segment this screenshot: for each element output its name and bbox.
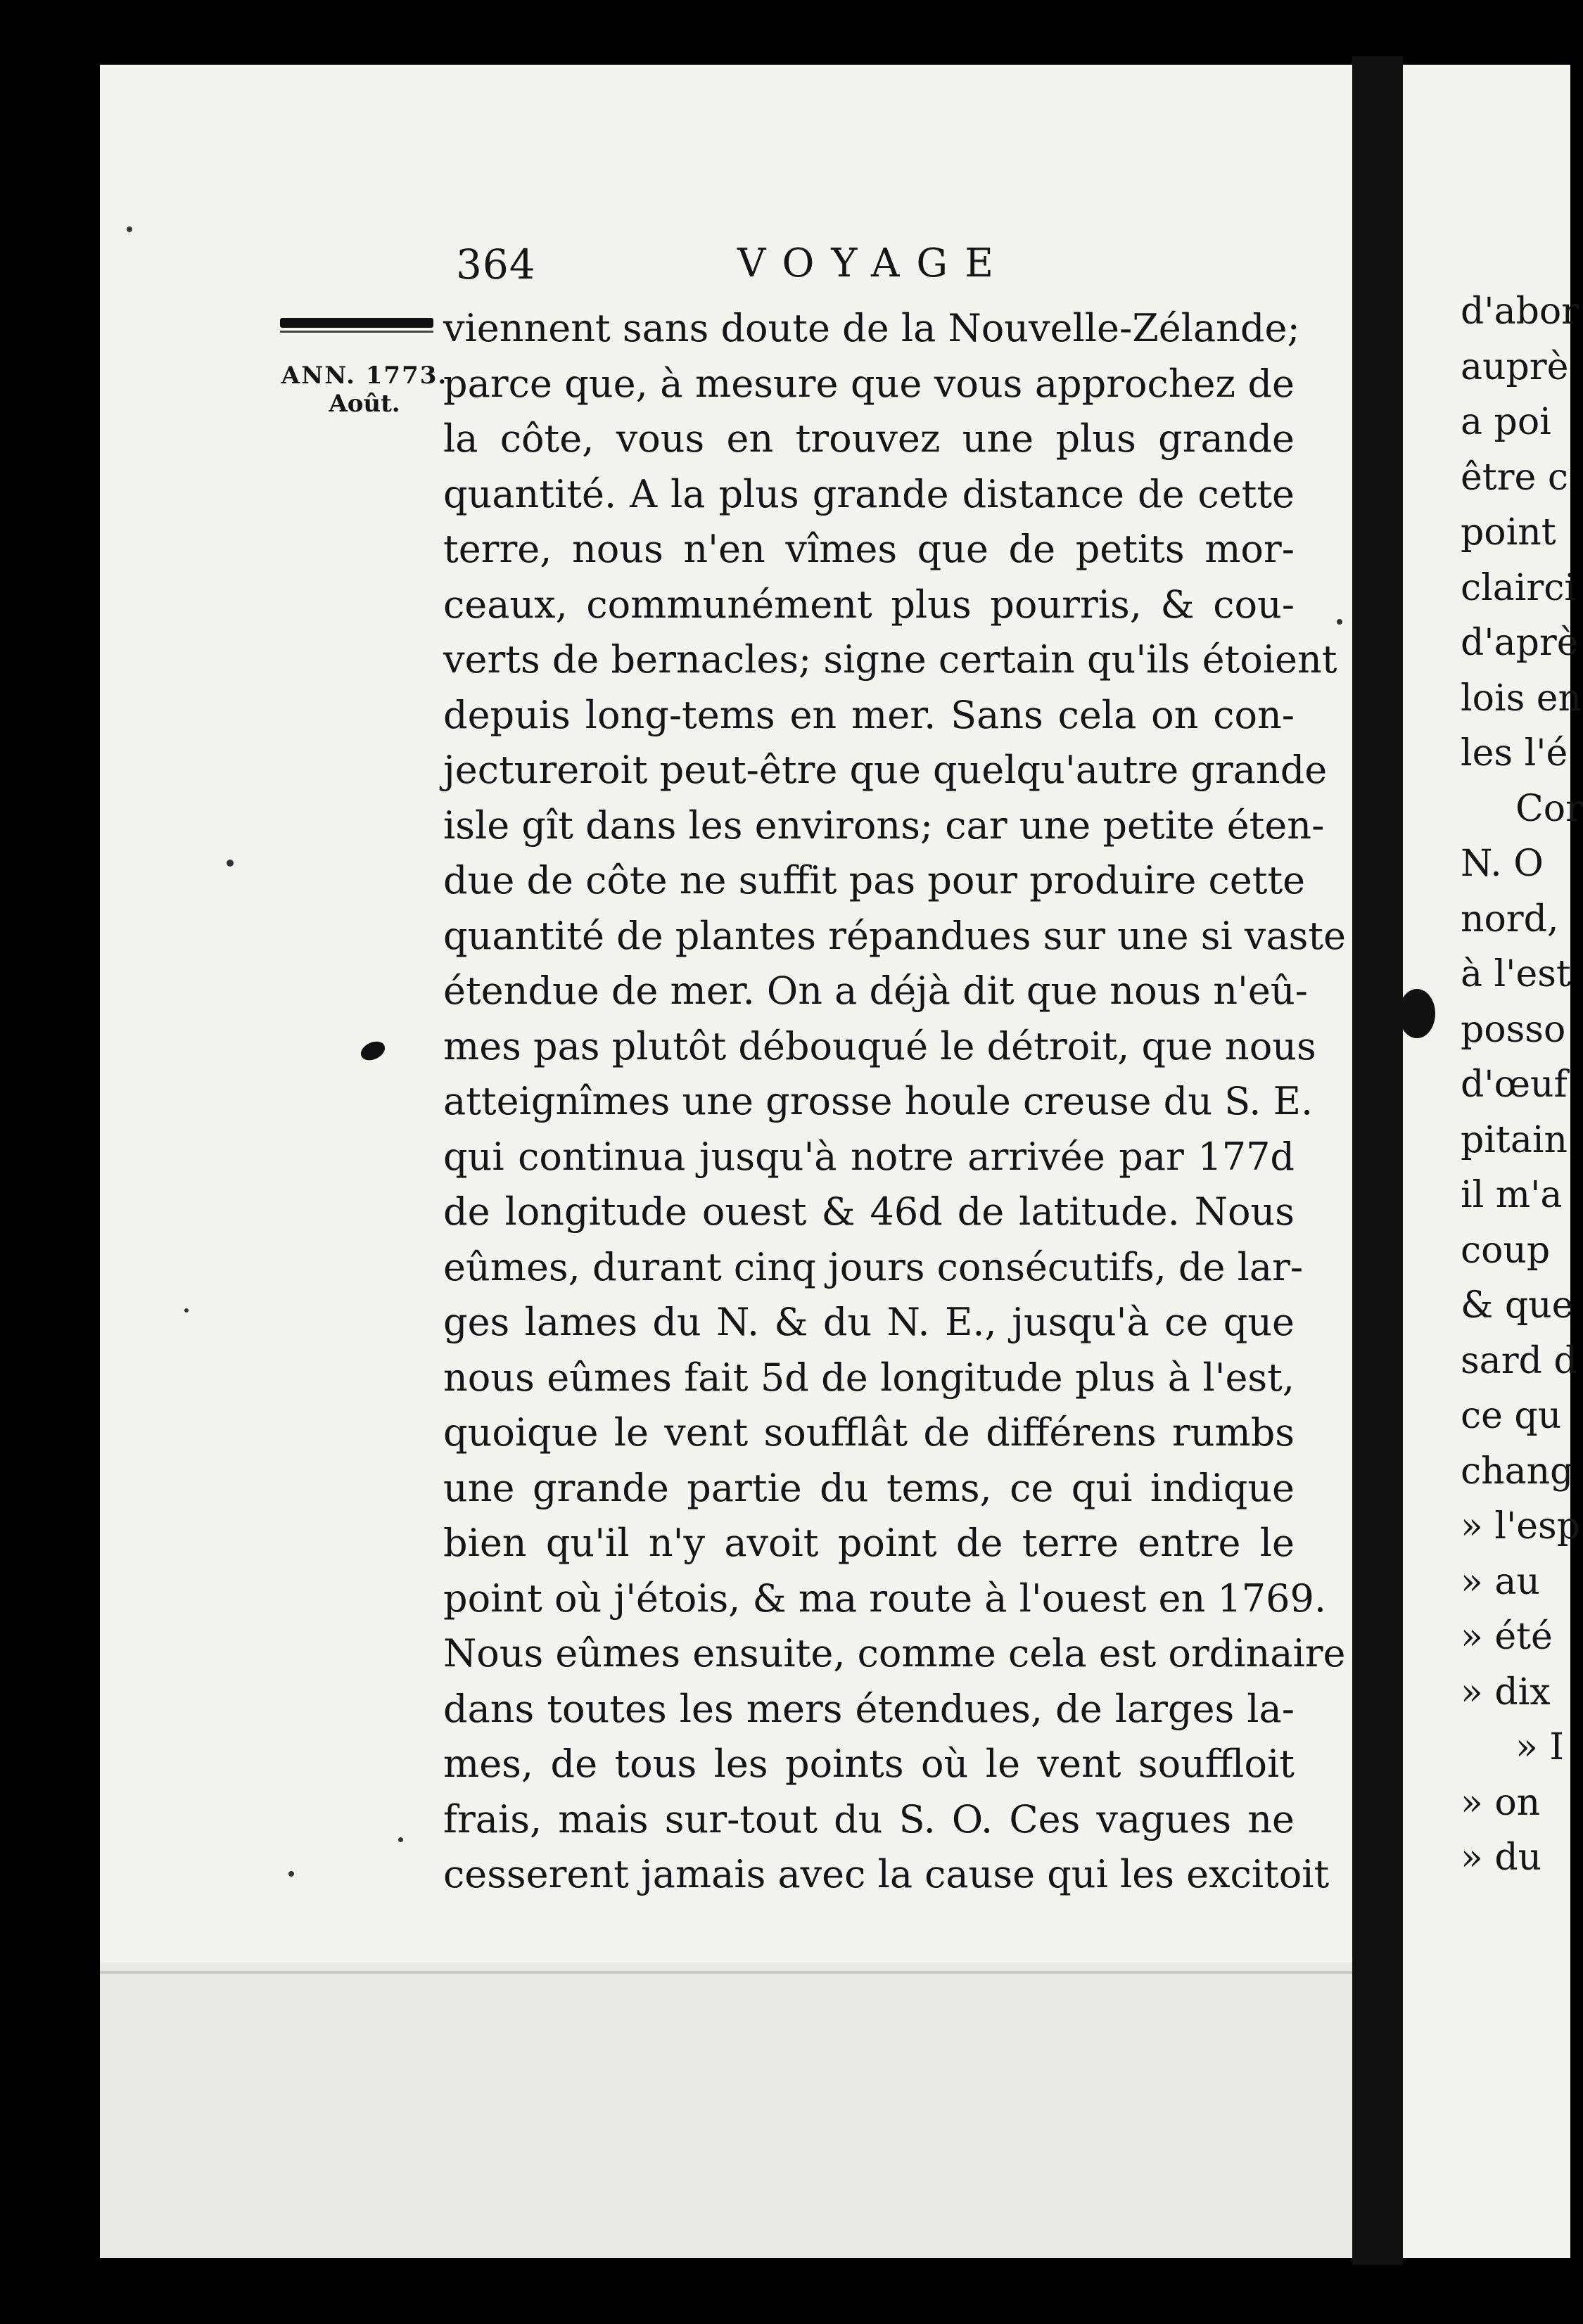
text-line: quantité de plantes répandues sur une si vaste	[443, 913, 1347, 958]
text-line: mes pas plutôt débouqué le détroit, que nous	[443, 1023, 1316, 1068]
ink-speck	[288, 1871, 294, 1877]
margin-rule-underline	[280, 331, 433, 333]
text-line: due de côte ne suffit pas pour produire cette	[443, 858, 1306, 902]
right-text-line: point	[1461, 511, 1556, 554]
right-text-line: les l'é	[1461, 732, 1568, 774]
right-text-line: » l'esp	[1461, 1505, 1581, 1547]
right-text-line: » du	[1461, 1837, 1542, 1879]
text-line: depuis long-tems en mer. Sans cela on con-	[443, 692, 1295, 737]
right-text-line: chang	[1461, 1450, 1574, 1493]
ink-speck	[398, 1837, 403, 1842]
text-line: viennent sans doute de la Nouvelle-Zélande;	[443, 306, 1300, 350]
running-head	[456, 241, 1011, 297]
right-text-line: coup	[1461, 1229, 1551, 1272]
text-line: isle gît dans les environs; car une petite éten-	[443, 803, 1325, 848]
ink-speck	[1337, 619, 1342, 625]
text-line: quoique le vent soufflât de différens rumbs	[443, 1410, 1295, 1455]
right-text-line: a poi	[1461, 401, 1551, 443]
text-line: frais, mais sur-tout du S. O. Ces vagues ne	[443, 1796, 1295, 1841]
ink-blot	[1399, 989, 1435, 1038]
ink-speck	[184, 1308, 189, 1313]
body-text	[443, 301, 1347, 1903]
right-text-line: lois en	[1461, 677, 1582, 720]
text-line: mes, de tous les points où le vent souffloit	[443, 1742, 1295, 1786]
right-text-line: Cor	[1515, 787, 1583, 830]
running-title: VOYAGE	[737, 241, 1011, 286]
right-text-line: à l'est	[1461, 953, 1571, 995]
text-line: parce que, à mesure que vous approchez de	[443, 361, 1295, 406]
text-line: terre, nous n'en vîmes que de petits mor-	[443, 527, 1295, 571]
margin-note-year: ANN. 1773.	[281, 362, 448, 390]
right-text-line: être c	[1461, 456, 1568, 499]
right-text-line: d'abor	[1461, 290, 1579, 333]
page-shadow-line	[100, 1971, 1352, 1974]
text-line: verts de bernacles; signe certain qu'ils étoient	[443, 637, 1337, 682]
page-bottom-margin	[100, 1962, 1352, 2258]
text-line: point où j'étois, & ma route à l'ouest en 1769.	[443, 1576, 1327, 1621]
text-line: la côte, vous en trouvez une plus grande	[443, 416, 1295, 461]
right-text-line: ce qu	[1461, 1395, 1562, 1437]
right-text-line: N. O	[1461, 843, 1544, 885]
text-line: ges lames du N. & du N. E., jusqu'à ce que	[443, 1300, 1295, 1344]
text-line: Nous eûmes ensuite, comme cela est ordinaire	[443, 1631, 1346, 1675]
text-line: une grande partie du tems, ce qui indique	[443, 1465, 1295, 1510]
right-page-text	[1461, 284, 1583, 1886]
text-line: cesserent jamais avec la cause qui les excitoit	[443, 1852, 1330, 1896]
right-text-line: posso	[1461, 1008, 1566, 1051]
text-line: quantité. A la plus grande distance de cette	[443, 471, 1295, 516]
right-text-line: d'œuf	[1461, 1064, 1568, 1106]
text-line: de longitude ouest & 46d de latitude. Nous	[443, 1189, 1295, 1234]
text-line: jectureroit peut-être que quelqu'autre grande	[443, 748, 1328, 792]
right-text-line: pitain	[1461, 1118, 1568, 1161]
text-line: dans toutes les mers étendues, de larges la-	[443, 1686, 1295, 1731]
right-text-line: » on	[1461, 1781, 1541, 1824]
right-text-line: » dix	[1461, 1671, 1551, 1713]
margin-rule	[280, 318, 433, 328]
page-number: 364	[456, 241, 536, 288]
text-line: qui continua jusqu'à notre arrivée par 177d	[443, 1134, 1295, 1179]
right-text-line: » été	[1461, 1616, 1553, 1658]
right-text-line: il m'a	[1461, 1174, 1563, 1216]
right-text-line: sard d	[1461, 1339, 1577, 1382]
text-line: nous eûmes fait 5d de longitude plus à l'est,	[443, 1355, 1295, 1400]
right-text-line: auprè	[1461, 345, 1569, 388]
right-text-line: nord,	[1461, 898, 1559, 940]
ink-speck	[127, 226, 132, 232]
text-line: étendue de mer. On a déjà dit que nous n'eû-	[443, 969, 1308, 1013]
right-text-line: » au	[1461, 1560, 1540, 1603]
text-line: atteignîmes une grosse houle creuse du S. E.	[443, 1079, 1314, 1123]
right-text-line: » I	[1515, 1726, 1564, 1768]
book-gutter	[1352, 56, 1403, 2265]
margin-note	[280, 362, 449, 418]
text-line: bien qu'il n'y avoit point de terre entre le	[443, 1521, 1295, 1565]
ink-speck	[227, 860, 234, 867]
right-text-line: d'aprè	[1461, 622, 1579, 664]
margin-note-month: Août.	[329, 390, 400, 418]
right-text-line: & que	[1461, 1284, 1574, 1327]
right-text-line: clairci	[1461, 566, 1576, 609]
text-line: ceaux, communément plus pourris, & cou-	[443, 582, 1295, 627]
text-line: eûmes, durant cinq jours consécutifs, de lar-	[443, 1244, 1304, 1289]
